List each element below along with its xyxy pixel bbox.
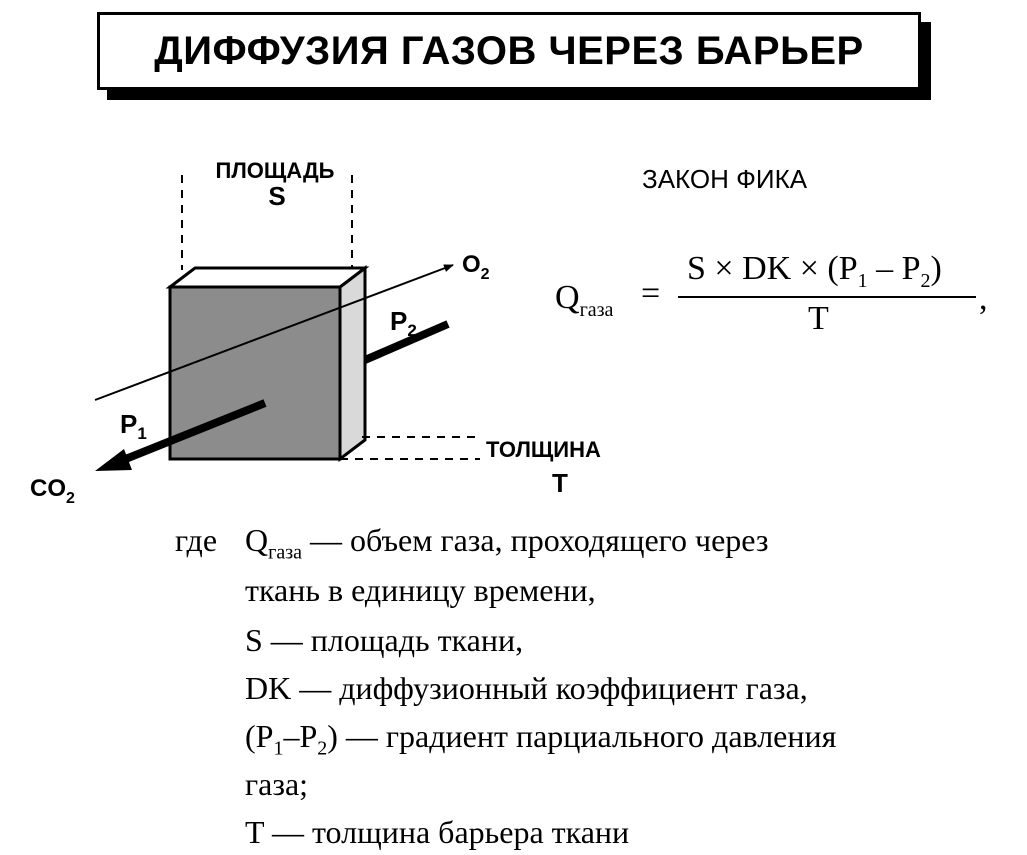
o2-label: $O_2$	[462, 251, 490, 283]
legend-line-q-cont: ткань в единицу времени,	[245, 572, 596, 608]
p2-label: $P_2$	[390, 306, 417, 340]
legend-line-gradient-cont: газа;	[245, 766, 309, 802]
fick-law-title: ЗАКОН ФИКА	[642, 164, 808, 194]
legend-line-gradient: $(P_1-P_2)$ — градиент парциального давления	[245, 718, 837, 760]
legend-line-dk: DK — диффузионный коэффициент газа,	[245, 670, 808, 706]
barrier-side	[340, 268, 365, 459]
co2-arrowhead	[95, 449, 132, 471]
legend-line-q: $Q_{газа}$ — объем газа, проходящего через	[245, 522, 769, 564]
area-symbol: S	[268, 181, 286, 211]
formula-equals: =	[641, 275, 661, 312]
thickness-symbol: T	[552, 468, 568, 498]
where-word: где	[175, 522, 218, 558]
co2-label: $CO_2$	[30, 475, 75, 507]
formula-numerator: S × DK × $(P_1 - P_2)$	[687, 250, 942, 292]
barrier-top	[170, 268, 365, 287]
legend-line-s: S — площадь ткани,	[245, 622, 524, 658]
formula-denominator: T	[808, 300, 829, 337]
page-title: ДИФФУЗИЯ ГАЗОВ ЧЕРЕЗ БАРЬЕР	[154, 28, 864, 73]
fraction-bar	[678, 296, 976, 298]
area-label: ПЛОЩАДЬ	[215, 158, 335, 183]
legend-line-t: T — толщина барьера ткани	[245, 814, 630, 850]
p1-label: $P_1$	[120, 409, 147, 443]
formula-lhs: $Q_{газа}$	[555, 279, 614, 321]
formula-comma: ,	[979, 280, 988, 317]
thickness-label: ТОЛЩИНА	[486, 437, 601, 462]
